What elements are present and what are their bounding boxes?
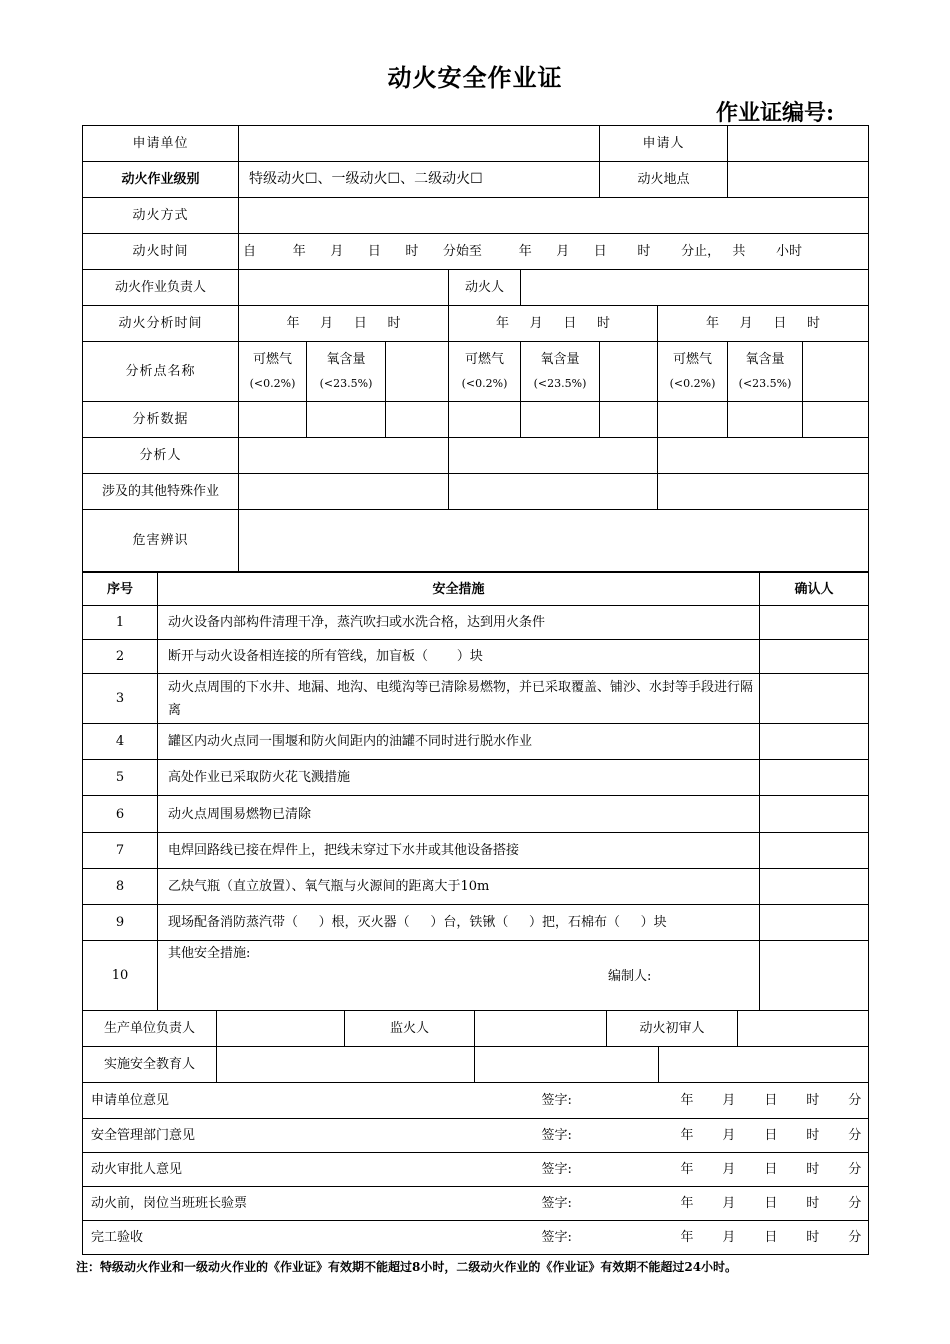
fire-level-label: 动火作业级别 [83, 162, 239, 198]
fire-person-label: 动火人 [449, 270, 521, 306]
fire-location-label: 动火地点 [600, 162, 728, 198]
analysis-data-cell[interactable] [521, 402, 600, 438]
analyst-field-1[interactable] [239, 438, 449, 474]
measure-text: 断开与动火设备相连接的所有管线，加盲板（ ）块 [158, 640, 760, 674]
analysis-time-2[interactable]: 年 月 日 时 [449, 306, 658, 342]
analysis-data-cell[interactable] [307, 402, 386, 438]
approval-sign-area[interactable] [538, 1153, 869, 1187]
safety-measures-table [82, 572, 869, 1011]
combustible-header-3 [658, 342, 728, 402]
fire-method-field[interactable] [239, 198, 869, 234]
measure-no: 4 [83, 724, 158, 760]
monitor-field[interactable] [475, 1011, 607, 1047]
approvals-table [82, 1082, 869, 1255]
fire-level-options[interactable]: 特级动火☐、一级动火☐、二级动火☐ [239, 162, 600, 198]
approval-sign-area[interactable] [538, 1083, 869, 1119]
oxygen-limit: (<23.5%) [533, 376, 587, 390]
measure-text: 罐区内动火点同一围堰和防火间距内的油罐不同时进行脱水作业 [158, 724, 760, 760]
measure-text: 高处作业已采取防火花飞溅措施 [158, 760, 760, 796]
confirm-field[interactable] [760, 760, 869, 796]
hazard-field[interactable] [239, 510, 869, 572]
confirm-header: 确认人 [760, 573, 869, 606]
measure-text: 现场配备消防蒸汽带（ ）根，灭火器（ ）台，铁锹（ ）把，石棉布（ ）块 [158, 905, 760, 941]
fire-leader-label: 动火作业负责人 [83, 270, 239, 306]
fire-leader-field[interactable] [239, 270, 449, 306]
combustible-label: 可燃气 [464, 351, 504, 367]
approval-sign-area[interactable] [538, 1221, 869, 1255]
monitor-label: 监火人 [345, 1011, 475, 1047]
analysis-data-cell[interactable] [803, 402, 869, 438]
first-reviewer-label: 动火初审人 [607, 1011, 738, 1047]
prod-leader-field[interactable] [217, 1011, 345, 1047]
analysis-data-label: 分析数据 [83, 402, 239, 438]
safety-educator-field-2[interactable] [475, 1047, 659, 1083]
date-fields: 年 月 日 时 分 [680, 1162, 862, 1177]
apply-unit-field[interactable] [239, 126, 600, 162]
other-special-field-2[interactable] [449, 474, 658, 510]
measure-text: 乙炔气瓶（直立放置）、氧气瓶与火源间的距离大于10m [158, 869, 760, 905]
approval-row-label: 完工验收 [83, 1221, 538, 1255]
safety-educator-field-3[interactable] [659, 1047, 869, 1083]
measure-no: 6 [83, 796, 158, 833]
approval-row-label: 动火审批人意见 [83, 1153, 538, 1187]
analysis-point-label: 分析点名称 [83, 342, 239, 402]
confirm-field[interactable] [760, 941, 869, 1011]
oxygen-header-3 [728, 342, 803, 402]
fire-time-field[interactable]: 自 年 月 日 时 分始至 年 月 日 时 分止， 共 小时 [239, 234, 869, 270]
analysis-point-blank-3[interactable] [803, 342, 869, 402]
safety-educator-label: 实施安全教育人 [83, 1047, 217, 1083]
analysis-data-cell[interactable] [239, 402, 307, 438]
date-fields: 年 月 日 时 分 [680, 1196, 862, 1211]
oxygen-header-2 [521, 342, 600, 402]
fire-person-field[interactable] [521, 270, 869, 306]
date-fields: 年 月 日 时 分 [680, 1230, 862, 1245]
people-table [82, 1010, 869, 1083]
analysis-time-1[interactable]: 年 月 日 时 [239, 306, 449, 342]
apply-unit-label: 申请单位 [83, 126, 239, 162]
confirm-field[interactable] [760, 833, 869, 869]
other-special-label: 涉及的其他特殊作业 [83, 474, 239, 510]
measure-no: 10 [83, 941, 158, 1011]
oxygen-header-1 [307, 342, 386, 402]
measure-no: 3 [83, 674, 158, 724]
approval-row-label: 动火前，岗位当班班长验票 [83, 1187, 538, 1221]
analysis-point-blank-1[interactable] [386, 342, 449, 402]
fire-method-label: 动火方式 [83, 198, 239, 234]
measure-no-header: 序号 [83, 573, 158, 606]
combustible-header-1 [239, 342, 307, 402]
analysis-data-cell[interactable] [728, 402, 803, 438]
combustible-limit: (<0.2%) [461, 376, 508, 390]
fire-location-field[interactable] [728, 162, 869, 198]
measure-header: 安全措施 [158, 573, 760, 606]
analysis-point-blank-2[interactable] [600, 342, 658, 402]
applicant-field[interactable] [728, 126, 869, 162]
confirm-field[interactable] [760, 796, 869, 833]
validity-note: 注：特级动火作业和一级动火作业的《作业证》有效期不能超过8小时，二级动火作业的《作业证》有效期不能超过24小时。 [76, 1260, 738, 1274]
page-title: 动火安全作业证 [387, 63, 563, 92]
combustible-label: 可燃气 [673, 351, 713, 367]
measure-no: 7 [83, 833, 158, 869]
approval-row-label: 安全管理部门意见 [83, 1119, 538, 1153]
other-special-field-1[interactable] [239, 474, 449, 510]
oxygen-limit: (<23.5%) [738, 376, 792, 390]
oxygen-label: 氧含量 [326, 351, 366, 367]
confirm-field[interactable] [760, 905, 869, 941]
compiler-label: 编制人: [608, 969, 652, 984]
confirm-field[interactable] [760, 869, 869, 905]
measure-text: 动火点周围的下水井、地漏、地沟、电缆沟等已清除易燃物，并已采取覆盖、铺沙、水封等手段进行隔离 [158, 674, 760, 724]
combustible-limit: (<0.2%) [249, 376, 296, 390]
measure-no: 1 [83, 606, 158, 640]
sign-label: 签字: [541, 1230, 572, 1245]
sign-label: 签字: [541, 1196, 572, 1211]
analysis-data-cell[interactable] [386, 402, 449, 438]
measure-no: 2 [83, 640, 158, 674]
analysis-time-3[interactable]: 年 月 日 时 [658, 306, 869, 342]
confirm-field[interactable] [760, 674, 869, 724]
analysis-data-cell[interactable] [658, 402, 728, 438]
date-fields: 年 月 日 时 分 [680, 1093, 862, 1108]
permit-number-label: 作业证编号: [716, 100, 835, 126]
other-special-field-3[interactable] [658, 474, 869, 510]
safety-educator-field-1[interactable] [217, 1047, 475, 1083]
approval-sign-area[interactable] [538, 1119, 869, 1153]
other-measures-cell[interactable] [158, 941, 760, 1011]
measure-text: 电焊回路线已接在焊件上，把线未穿过下水井或其他设备搭接 [158, 833, 760, 869]
analysis-data-cell[interactable] [449, 402, 521, 438]
measure-no: 9 [83, 905, 158, 941]
approval-sign-area[interactable] [538, 1187, 869, 1221]
confirm-field[interactable] [760, 724, 869, 760]
other-measures-label: 其他安全措施: [168, 946, 251, 961]
oxygen-label: 氧含量 [745, 351, 785, 367]
oxygen-label: 氧含量 [540, 351, 580, 367]
analysis-data-cell[interactable] [600, 402, 658, 438]
approval-row-label: 申请单位意见 [83, 1083, 538, 1119]
prod-leader-label: 生产单位负责人 [83, 1011, 217, 1047]
analyst-field-2[interactable] [449, 438, 658, 474]
hazard-label: 危害辨识 [83, 510, 239, 572]
measure-text: 动火设备内部构件清理干净，蒸汽吹扫或水洗合格，达到用火条件 [158, 606, 760, 640]
analysis-time-label: 动火分析时间 [83, 306, 239, 342]
confirm-field[interactable] [760, 640, 869, 674]
sign-label: 签字: [541, 1162, 572, 1177]
confirm-field[interactable] [760, 606, 869, 640]
measure-text: 动火点周围易燃物已清除 [158, 796, 760, 833]
first-reviewer-field[interactable] [738, 1011, 869, 1047]
measure-no: 5 [83, 760, 158, 796]
combustible-header-2 [449, 342, 521, 402]
measure-no: 8 [83, 869, 158, 905]
combustible-limit: (<0.2%) [669, 376, 716, 390]
sign-label: 签字: [541, 1093, 572, 1108]
permit-info-table [82, 125, 869, 572]
sign-label: 签字: [541, 1128, 572, 1143]
combustible-label: 可燃气 [252, 351, 292, 367]
fire-time-label: 动火时间 [83, 234, 239, 270]
analyst-field-3[interactable] [658, 438, 869, 474]
oxygen-limit: (<23.5%) [319, 376, 373, 390]
date-fields: 年 月 日 时 分 [680, 1128, 862, 1143]
analyst-label: 分析人 [83, 438, 239, 474]
applicant-label: 申请人 [600, 126, 728, 162]
